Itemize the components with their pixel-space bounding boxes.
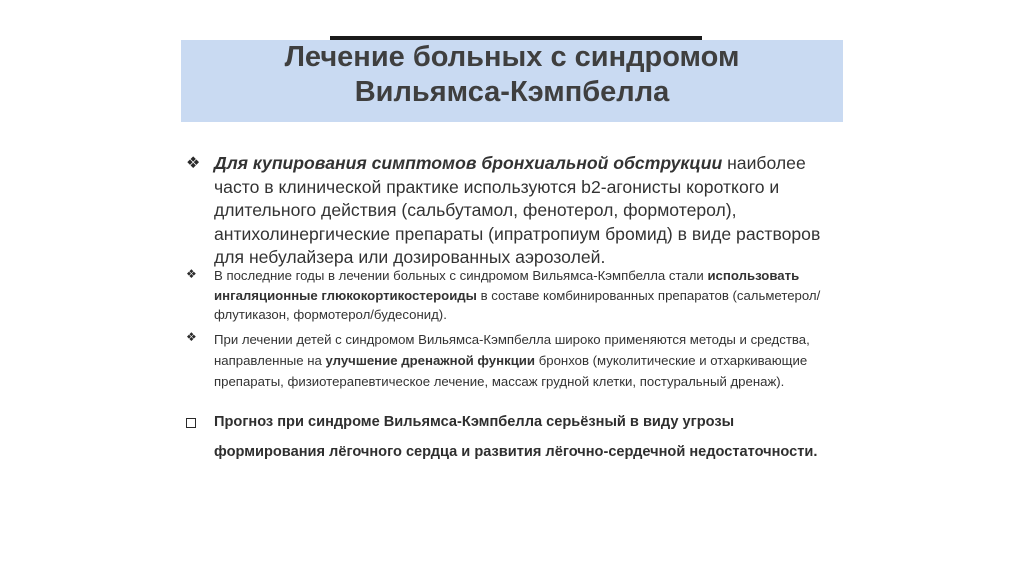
bullet-emphasis: Для купирования симптомов бронхиальной обструкции <box>214 153 723 173</box>
bullet-before: При лечении детей с синдромом Вильямса-Кэмпбелла широко применяются методы и средства, направленные на <box>214 332 810 368</box>
diamond-bullet-icon: ❖ <box>186 267 197 281</box>
bullet-before: В последние годы в лечении больных с синдромом Вильямса-Кэмпбелла стали <box>214 268 708 283</box>
checkbox-square-bullet-icon <box>186 418 196 428</box>
bullet-emphasis: использовать ингаляционные глюкокортикостероиды <box>214 268 800 303</box>
diamond-bullet-icon: ❖ <box>186 155 201 172</box>
bullet-rest: наиболее часто в клинической практике используются b2-агонисты короткого и длительного действия (сальбутамол, фенотерол, формотерол), антихолинергические препараты (ипратропиум бромид) в виде растворов для небулайзера или дозированных аэрозолей. <box>214 153 821 267</box>
bullet-text <box>214 266 826 325</box>
slide-title <box>181 40 843 110</box>
bullet-emphasis: улучшение дренажной функции <box>325 353 536 368</box>
diamond-bullet-icon: ❖ <box>186 330 197 344</box>
bullet-after: бронхов (муколитические и отхаркивающие препараты, физиотерапевтическое лечение, массаж грудной клетки, постуральный дренаж). <box>214 353 808 389</box>
title-line-1: Лечение больных с синдромом <box>284 41 740 73</box>
bullet-text <box>214 329 826 392</box>
bullet-text <box>214 152 826 270</box>
bullet-text: Прогноз при синдроме Вильямса-Кэмпбелла серьёзный в виду угрозы формирования лёгочного сердца и развития лёгочно-сердечной недостаточности. <box>214 414 818 460</box>
bullet-after: в составе комбинированных препаратов (сальметерол/флутиказон, формотерол/будесонид). <box>214 287 821 322</box>
title-line-2: Вильямса-Кэмпбелла <box>354 76 670 108</box>
